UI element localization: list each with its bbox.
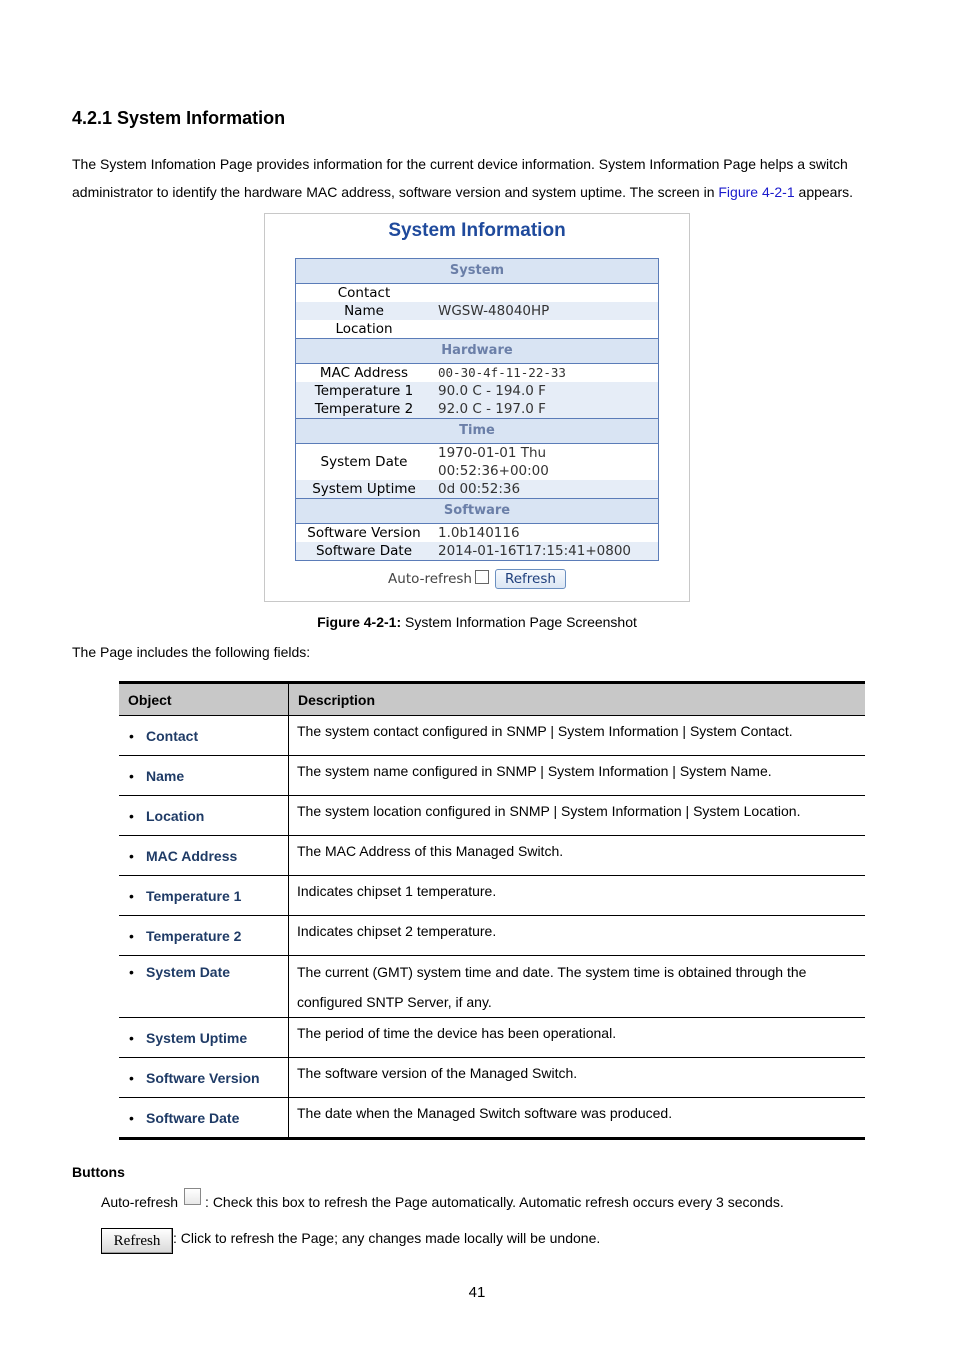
- bullet-icon: •: [129, 1110, 134, 1126]
- row-value: 00-30-4f-11-22-33: [432, 364, 659, 383]
- row-label: Name: [296, 302, 433, 320]
- section-heading: 4.2.1 System Information: [72, 108, 286, 128]
- intro-text-end: appears.: [794, 184, 854, 200]
- table-row: [119, 796, 865, 836]
- object-name: Software Version: [146, 1070, 260, 1086]
- row-value: 92.0 C - 197.0 F: [432, 400, 659, 419]
- table-row: [119, 1098, 865, 1139]
- row-label: Contact: [296, 284, 433, 303]
- row-value: 0d 00:52:36: [432, 480, 659, 499]
- page-number: 41: [468, 1284, 486, 1301]
- section-header-system: System: [296, 259, 659, 284]
- bullet-icon: •: [129, 768, 134, 784]
- row-value: 2014-01-16T17:15:41+0800: [432, 542, 659, 561]
- bullet-icon: •: [129, 1030, 134, 1046]
- auto-refresh-checkbox[interactable]: [475, 570, 489, 584]
- object-name: System Uptime: [146, 1030, 248, 1046]
- caption-label: Figure 4-2-1:: [317, 614, 402, 630]
- figure-title: System Information: [388, 220, 566, 241]
- table-row: [119, 836, 865, 876]
- auto-refresh-doc-label: Auto-refresh: [101, 1194, 179, 1210]
- row-value: WGSW-48040HP: [432, 302, 659, 320]
- table-row: [119, 916, 865, 956]
- auto-refresh-doc-text: : Check this box to refresh the Page automatically. Automatic refresh occurs every 3 seconds.: [205, 1194, 784, 1210]
- object-description: Indicates chipset 2 temperature.: [289, 916, 866, 956]
- table-row: [119, 1018, 865, 1058]
- bullet-icon: •: [129, 728, 134, 744]
- section-header-hardware: Hardware: [296, 339, 659, 364]
- row-label: Temperature 2: [296, 400, 433, 419]
- row-label: System Date: [296, 444, 433, 481]
- row-label: Temperature 1: [296, 382, 433, 400]
- bullet-icon: •: [129, 888, 134, 904]
- table-row: [119, 756, 865, 796]
- table-row: [119, 1058, 865, 1098]
- object-name: Temperature 1: [146, 888, 242, 904]
- row-label: Location: [296, 320, 433, 339]
- row-value: 1970-01-01 Thu 00:52:36+00:00: [432, 444, 659, 481]
- system-information-screenshot: [264, 213, 690, 602]
- row-label: Software Version: [296, 524, 433, 543]
- header-object: Object: [119, 683, 289, 716]
- object-name: System Date: [146, 964, 231, 980]
- intro-paragraph: [72, 150, 892, 206]
- auto-refresh-label: Auto-refresh: [388, 571, 472, 587]
- object-description: The software version of the Managed Switch.: [289, 1058, 866, 1098]
- object-name: Location: [146, 808, 205, 824]
- system-info-table: [295, 258, 659, 561]
- object-description: The date when the Managed Switch software was produced.: [289, 1098, 866, 1139]
- table-row: [119, 876, 865, 916]
- refresh-button-image: Refresh: [101, 1228, 173, 1254]
- table-row: [119, 716, 865, 756]
- fields-intro: The Page includes the following fields:: [72, 644, 311, 660]
- auto-refresh-description: [101, 1188, 784, 1216]
- refresh-doc-text: : Click to refresh the Page; any changes made locally will be undone.: [173, 1230, 601, 1246]
- object-name: MAC Address: [146, 848, 238, 864]
- refresh-button[interactable]: Refresh: [495, 569, 566, 589]
- header-description: Description: [289, 683, 866, 716]
- table-row: [119, 956, 865, 1018]
- bullet-icon: •: [129, 808, 134, 824]
- row-label: MAC Address: [296, 364, 433, 383]
- intro-text: The System Infomation Page provides information for the current device information. System Information Page helps a switch administrator to identify the hardware MAC address, software version and system uptime. The screen in: [72, 156, 848, 200]
- section-header-software: Software: [296, 499, 659, 524]
- bullet-icon: •: [129, 1070, 134, 1086]
- bullet-icon: •: [129, 964, 134, 980]
- row-value: 90.0 C - 194.0 F: [432, 382, 659, 400]
- figure-caption: [0, 614, 954, 630]
- object-name: Temperature 2: [146, 928, 242, 944]
- object-description: The period of time the device has been operational.: [289, 1018, 866, 1058]
- bullet-icon: •: [129, 848, 134, 864]
- fields-table: [119, 681, 865, 1140]
- caption-text: System Information Page Screenshot: [401, 614, 637, 630]
- object-name: Contact: [146, 728, 199, 744]
- bullet-icon: •: [129, 928, 134, 944]
- row-value: [432, 284, 659, 303]
- figure-controls: [265, 569, 689, 589]
- object-name: Name: [146, 768, 185, 784]
- object-description: The system name configured in SNMP | System Information | System Name.: [289, 756, 866, 796]
- row-value: 1.0b140116: [432, 524, 659, 543]
- row-value: [432, 320, 659, 339]
- row-label: System Uptime: [296, 480, 433, 499]
- object-description: The system location configured in SNMP | System Information | System Location.: [289, 796, 866, 836]
- checkbox-icon: [184, 1188, 201, 1205]
- figure-link[interactable]: Figure 4-2-1: [718, 184, 795, 200]
- object-name: Software Date: [146, 1110, 240, 1126]
- buttons-heading: Buttons: [72, 1164, 125, 1180]
- section-header-time: Time: [296, 419, 659, 444]
- table-header-row: [119, 683, 865, 716]
- refresh-description: [101, 1228, 600, 1254]
- object-description: The system contact configured in SNMP | System Information | System Contact.: [289, 716, 866, 756]
- row-label: Software Date: [296, 542, 433, 561]
- object-description: The current (GMT) system time and date. The system time is obtained through the configured SNTP Server, if any.: [289, 956, 866, 1018]
- object-description: Indicates chipset 1 temperature.: [289, 876, 866, 916]
- object-description: The MAC Address of this Managed Switch.: [289, 836, 866, 876]
